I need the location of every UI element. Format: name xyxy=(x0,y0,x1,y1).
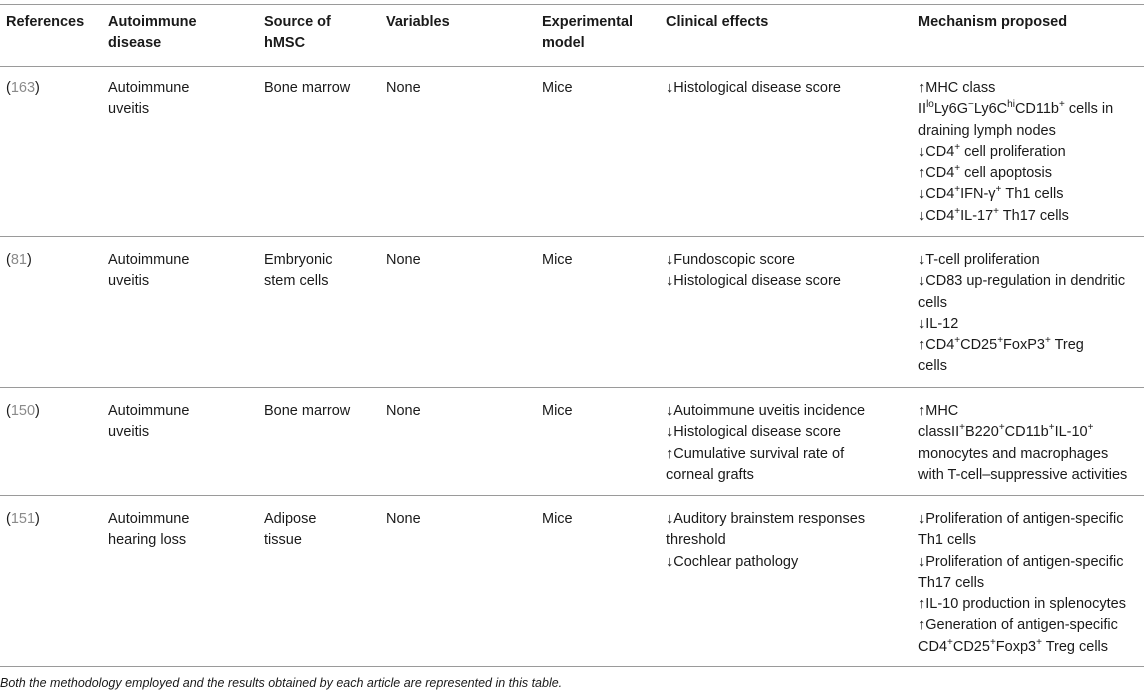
disease-cell xyxy=(108,509,189,552)
header-variables xyxy=(386,12,450,33)
header-references xyxy=(6,12,84,33)
ref-cell: (81) xyxy=(6,252,32,268)
mechanism-cell xyxy=(918,250,1125,378)
cell-line: draining lymph nodes xyxy=(918,122,1056,139)
clinical-cell xyxy=(666,78,841,99)
row-separator xyxy=(0,495,1144,496)
source-cell xyxy=(264,509,316,552)
source-cell xyxy=(264,401,350,422)
table-bottom-rule xyxy=(0,666,1144,667)
header-line: model xyxy=(542,35,585,52)
cell-line: cells xyxy=(918,358,948,375)
variables-cell: None xyxy=(386,511,421,527)
header-bottom-rule xyxy=(0,66,1144,67)
cell-line: ↑CD4+CD25+FoxP3+ Treg xyxy=(918,335,1084,354)
cell-line: ↑CD4+ cell apoptosis xyxy=(918,163,1052,182)
disease-cell xyxy=(108,401,189,444)
cell-line: ↑MHC class xyxy=(918,80,996,96)
clinical-cell xyxy=(666,401,865,486)
disease-cell xyxy=(108,250,189,293)
cell-line: ↑Cumulative survival rate of xyxy=(666,445,845,462)
ref-cell: (163) xyxy=(6,80,40,96)
cell-line: Bone marrow xyxy=(264,403,351,419)
cell-line: stem cells xyxy=(264,273,329,290)
cell-line: ↓IL-12 xyxy=(918,315,959,332)
table-top-rule xyxy=(0,4,1144,5)
header-line: Clinical effects xyxy=(666,14,769,30)
header-line: Variables xyxy=(386,14,450,30)
cell-line: Autoimmune xyxy=(108,511,190,527)
ref-cell: (150) xyxy=(6,403,40,419)
cell-line: hearing loss xyxy=(108,532,187,549)
cell-line: corneal grafts xyxy=(666,466,754,483)
cell-line: ↓Proliferation of antigen-specific xyxy=(918,553,1124,570)
header-line: Source of xyxy=(264,14,331,30)
cell-line: ↓Proliferation of antigen-specific xyxy=(918,511,1124,527)
table-caption: Both the methodology employed and the results obtained by each article are represented in this table. xyxy=(0,676,563,690)
cell-line: ↑IL-10 production in splenocytes xyxy=(918,596,1126,613)
cell-line: Embryonic xyxy=(264,252,333,268)
header-line: hMSC xyxy=(264,35,306,52)
header-model xyxy=(542,12,633,55)
header-line: Mechanism proposed xyxy=(918,14,1068,30)
header-line: Experimental xyxy=(542,14,634,30)
cell-line: ↑Generation of antigen-specific xyxy=(918,617,1118,634)
cell-line: uveitis xyxy=(108,424,150,441)
cell-line: tissue xyxy=(264,532,302,549)
cell-line: ↓T-cell proliferation xyxy=(918,252,1040,268)
cell-line: ↓CD4+IFN-γ+ Th1 cells xyxy=(918,184,1064,203)
row-separator xyxy=(0,387,1144,388)
cell-line: uveitis xyxy=(108,273,150,290)
cell-line: $II^{lo}Ly6G^-Ly6C^{hi}CD11b^+$ cells in xyxy=(918,99,1114,118)
cell-line: threshold xyxy=(666,532,726,549)
header-disease xyxy=(108,12,197,55)
row-separator xyxy=(0,236,1144,237)
cell-line: ↑MHC xyxy=(918,403,959,419)
citation-link[interactable]: 81 xyxy=(10,252,27,268)
header-source xyxy=(264,12,331,55)
model-cell: Mice xyxy=(542,252,573,268)
variables-cell: None xyxy=(386,403,421,419)
cell-line: ↓Histological disease score xyxy=(666,273,841,290)
mechanism-cell xyxy=(918,78,1113,227)
header-clinical xyxy=(666,12,768,33)
disease-cell xyxy=(108,78,189,121)
cell-line: with T-cell–suppressive activities xyxy=(918,466,1128,483)
ref-cell: (151) xyxy=(6,511,40,527)
cell-line: Autoimmune xyxy=(108,403,190,419)
cell-line: ↓Histological disease score xyxy=(666,80,841,96)
cell-line: monocytes and macrophages xyxy=(918,445,1109,462)
source-cell xyxy=(264,78,350,99)
cell-line: Bone marrow xyxy=(264,80,351,96)
cell-line: CD4+CD25+Foxp3+ Treg cells xyxy=(918,636,1109,655)
cell-line: uveitis xyxy=(108,101,150,118)
cell-line: Th17 cells xyxy=(918,574,985,591)
variables-cell: None xyxy=(386,252,421,268)
cell-line: Adipose xyxy=(264,511,317,527)
clinical-cell xyxy=(666,250,841,293)
mechanism-cell xyxy=(918,401,1127,486)
clinical-cell xyxy=(666,509,865,573)
cell-line: ↓Fundoscopic score xyxy=(666,252,795,268)
cell-line: Th1 cells xyxy=(918,532,977,549)
mechanism-cell xyxy=(918,509,1126,658)
model-cell: Mice xyxy=(542,80,573,96)
model-cell: Mice xyxy=(542,403,573,419)
model-cell: Mice xyxy=(542,511,573,527)
cell-line: ↓Autoimmune uveitis incidence xyxy=(666,403,866,419)
citation-link[interactable]: 151 xyxy=(10,511,36,527)
cell-line: classII+B220+CD11b+IL-10+ xyxy=(918,422,1094,441)
header-line: disease xyxy=(108,35,162,52)
cell-line: ↓CD4+IL-17+ Th17 cells xyxy=(918,205,1069,224)
cell-line: cells xyxy=(918,294,948,311)
header-mechanism xyxy=(918,12,1067,33)
cell-line: ↓CD83 up-regulation in dendritic xyxy=(918,273,1126,290)
cell-line: ↓Cochlear pathology xyxy=(666,553,799,570)
cell-line: ↓Auditory brainstem responses xyxy=(666,511,866,527)
header-line: References xyxy=(6,14,85,30)
source-cell xyxy=(264,250,333,293)
header-line: Autoimmune xyxy=(108,14,197,30)
cell-line: Autoimmune xyxy=(108,252,190,268)
citation-link[interactable]: 150 xyxy=(10,403,36,419)
variables-cell: None xyxy=(386,80,421,96)
cell-line: Autoimmune xyxy=(108,80,190,96)
citation-link[interactable]: 163 xyxy=(10,80,36,96)
cell-line: ↓CD4+ cell proliferation xyxy=(918,142,1066,160)
cell-line: ↓Histological disease score xyxy=(666,424,841,441)
